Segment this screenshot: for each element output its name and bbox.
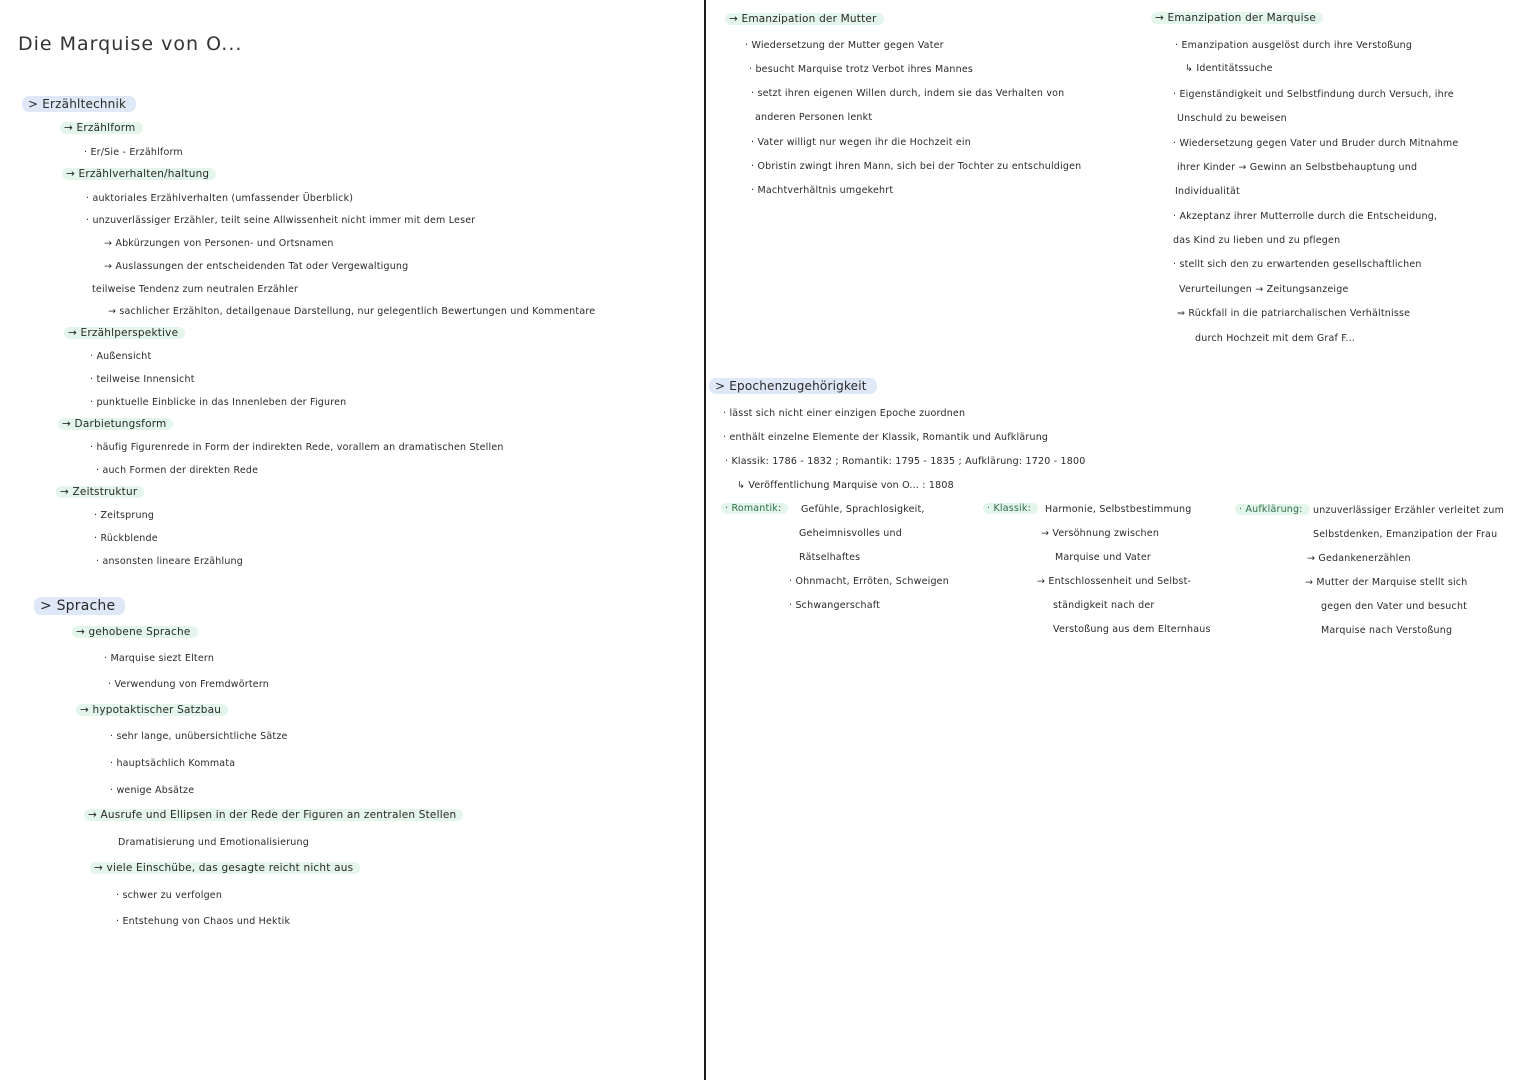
subheading-emanzipation-marquise: → Emanzipation der Marquise [1151, 12, 1323, 24]
list-item: Individualität [1175, 186, 1240, 197]
list-item: · hauptsächlich Kommata [110, 758, 236, 769]
list-item: Gefühle, Sprachlosigkeit, [801, 504, 925, 515]
subheading-hypotaktisch: → hypotaktischer Satzbau [76, 704, 228, 716]
subheading-emanzipation-mutter: → Emanzipation der Mutter [725, 13, 884, 25]
label-romantik: · Romantik: [721, 503, 788, 514]
list-item: · Er/Sie - Erzählform [84, 147, 183, 158]
list-item: · lässt sich nicht einer einzigen Epoche zuordnen [723, 408, 966, 419]
list-item: · Zeitsprung [94, 510, 155, 521]
list-item: ständigkeit nach der [1053, 600, 1155, 611]
list-item: · Marquise siezt Eltern [104, 653, 215, 664]
list-item: · häufig Figurenrede in Form der indirekten Rede, vorallem an dramatischen Stellen [90, 442, 504, 453]
list-item: → Gedankenerzählen [1307, 553, 1411, 564]
list-item: Rätselhaftes [799, 552, 861, 563]
section-heading-erzaehltechnik: > Erzähltechnik [22, 96, 136, 112]
list-item: · auktoriales Erzählverhalten (umfassender Überblick) [86, 193, 354, 204]
left-page [0, 0, 704, 1080]
list-item: → Entschlossenheit und Selbst- [1037, 576, 1192, 587]
list-item: · ansonsten lineare Erzählung [96, 556, 244, 567]
right-page [707, 0, 1527, 1080]
list-item: · unzuverlässiger Erzähler, teilt seine Allwissenheit nicht immer mit dem Leser [86, 215, 476, 226]
list-item: · Ohnmacht, Erröten, Schweigen [789, 576, 949, 587]
list-item: · teilweise Innensicht [90, 374, 195, 385]
list-item: Verstoßung aus dem Elternhaus [1053, 624, 1211, 635]
list-item: Geheimnisvolles und [799, 528, 902, 539]
list-item: · Klassik: 1786 - 1832 ; Romantik: 1795 - 1835 ; Aufklärung: 1720 - 1800 [725, 456, 1086, 467]
list-item: · punktuelle Einblicke in das Innenleben der Figuren [90, 397, 347, 408]
list-item: · Rückblende [94, 533, 158, 544]
list-item: ⇒ Rückfall in die patriarchalischen Verhältnisse [1177, 308, 1411, 319]
list-item: → Mutter der Marquise stellt sich [1305, 577, 1468, 588]
list-item: · stellt sich den zu erwartenden gesellschaftlichen [1173, 259, 1422, 270]
subheading-erzaehlform: → Erzählform [60, 122, 143, 134]
subheading-einschuebe: → viele Einschübe, das gesagte reicht nicht aus [90, 862, 360, 874]
list-item: → Versöhnung zwischen [1041, 528, 1160, 539]
subheading-gehobene-sprache: → gehobene Sprache [72, 626, 198, 638]
subheading-erzaehlperspektive: → Erzählperspektive [64, 327, 185, 339]
label-aufklaerung: · Aufklärung: [1235, 504, 1310, 515]
list-item: das Kind zu lieben und zu pflegen [1173, 235, 1341, 246]
list-item: unzuverlässiger Erzähler verleitet zum [1313, 505, 1505, 516]
subheading-ausrufe: → Ausrufe und Ellipsen in der Rede der Figuren an zentralen Stellen [84, 809, 463, 821]
list-item: ↳ Identitätssuche [1185, 63, 1273, 74]
list-item: · auch Formen der direkten Rede [96, 465, 259, 476]
list-item: · Eigenständigkeit und Selbstfindung durch Versuch, ihre [1173, 89, 1454, 100]
list-item: · Obristin zwingt ihren Mann, sich bei der Tochter zu entschuldigen [751, 161, 1082, 172]
list-item: · Vater willigt nur wegen ihr die Hochzeit ein [751, 137, 971, 148]
section-heading-epochenzugehoerigkeit: > Epochenzugehörigkeit [709, 378, 877, 394]
list-item: → Auslassungen der entscheidenden Tat oder Vergewaltigung [104, 261, 409, 272]
page-title: Die Marquise von O... [18, 33, 243, 55]
list-item: Harmonie, Selbstbestimmung [1045, 504, 1192, 515]
list-item: Unschuld zu beweisen [1177, 113, 1287, 124]
section-heading-sprache: > Sprache [34, 597, 125, 615]
list-item: · Entstehung von Chaos und Hektik [116, 916, 291, 927]
subheading-zeitstruktur: → Zeitstruktur [56, 486, 144, 498]
list-item: Marquise nach Verstoßung [1321, 625, 1453, 636]
subheading-erzaehlverhalten: → Erzählverhalten/haltung [62, 168, 216, 180]
list-item: · sehr lange, unübersichtliche Sätze [110, 731, 288, 742]
list-item: · Akzeptanz ihrer Mutterrolle durch die Entscheidung, [1173, 211, 1438, 222]
list-item: · Emanzipation ausgelöst durch ihre Verstoßung [1175, 40, 1413, 51]
list-item: · Wiedersetzung gegen Vater und Bruder durch Mitnahme [1173, 138, 1459, 149]
list-item: Dramatisierung und Emotionalisierung [118, 837, 309, 848]
list-item: · wenige Absätze [110, 785, 195, 796]
list-item: · Wiedersetzung der Mutter gegen Vater [745, 40, 944, 51]
list-item: · setzt ihren eigenen Willen durch, indem sie das Verhalten von [751, 88, 1065, 99]
label-klassik: · Klassik: [983, 503, 1038, 514]
list-item: · Außensicht [90, 351, 152, 362]
list-item: · enthält einzelne Elemente der Klassik, Romantik und Aufklärung [723, 432, 1049, 443]
page-divider [704, 0, 706, 1080]
list-item: Selbstdenken, Emanzipation der Frau [1313, 529, 1498, 540]
list-item: anderen Personen lenkt [755, 112, 873, 123]
list-item: · Verwendung von Fremdwörtern [108, 679, 270, 690]
list-item: Verurteilungen → Zeitungsanzeige [1179, 284, 1349, 295]
list-item: teilweise Tendenz zum neutralen Erzähler [92, 284, 299, 295]
list-item: ihrer Kinder → Gewinn an Selbstbehauptung und [1177, 162, 1418, 173]
list-item: ↳ Veröffentlichung Marquise von O... : 1808 [737, 480, 954, 491]
list-item: · schwer zu verfolgen [116, 890, 223, 901]
subheading-darbietungsform: → Darbietungsform [58, 418, 173, 430]
list-item: → sachlicher Erzählton, detailgenaue Darstellung, nur gelegentlich Bewertungen und Kommentare [108, 306, 596, 317]
list-item: · besucht Marquise trotz Verbot ihres Mannes [749, 64, 974, 75]
list-item: Marquise und Vater [1055, 552, 1152, 563]
list-item: gegen den Vater und besucht [1321, 601, 1468, 612]
list-item: → Abkürzungen von Personen- und Ortsnamen [104, 238, 334, 249]
list-item: · Schwangerschaft [789, 600, 881, 611]
list-item: · Machtverhältnis umgekehrt [751, 185, 894, 196]
list-item: durch Hochzeit mit dem Graf F... [1195, 333, 1356, 344]
